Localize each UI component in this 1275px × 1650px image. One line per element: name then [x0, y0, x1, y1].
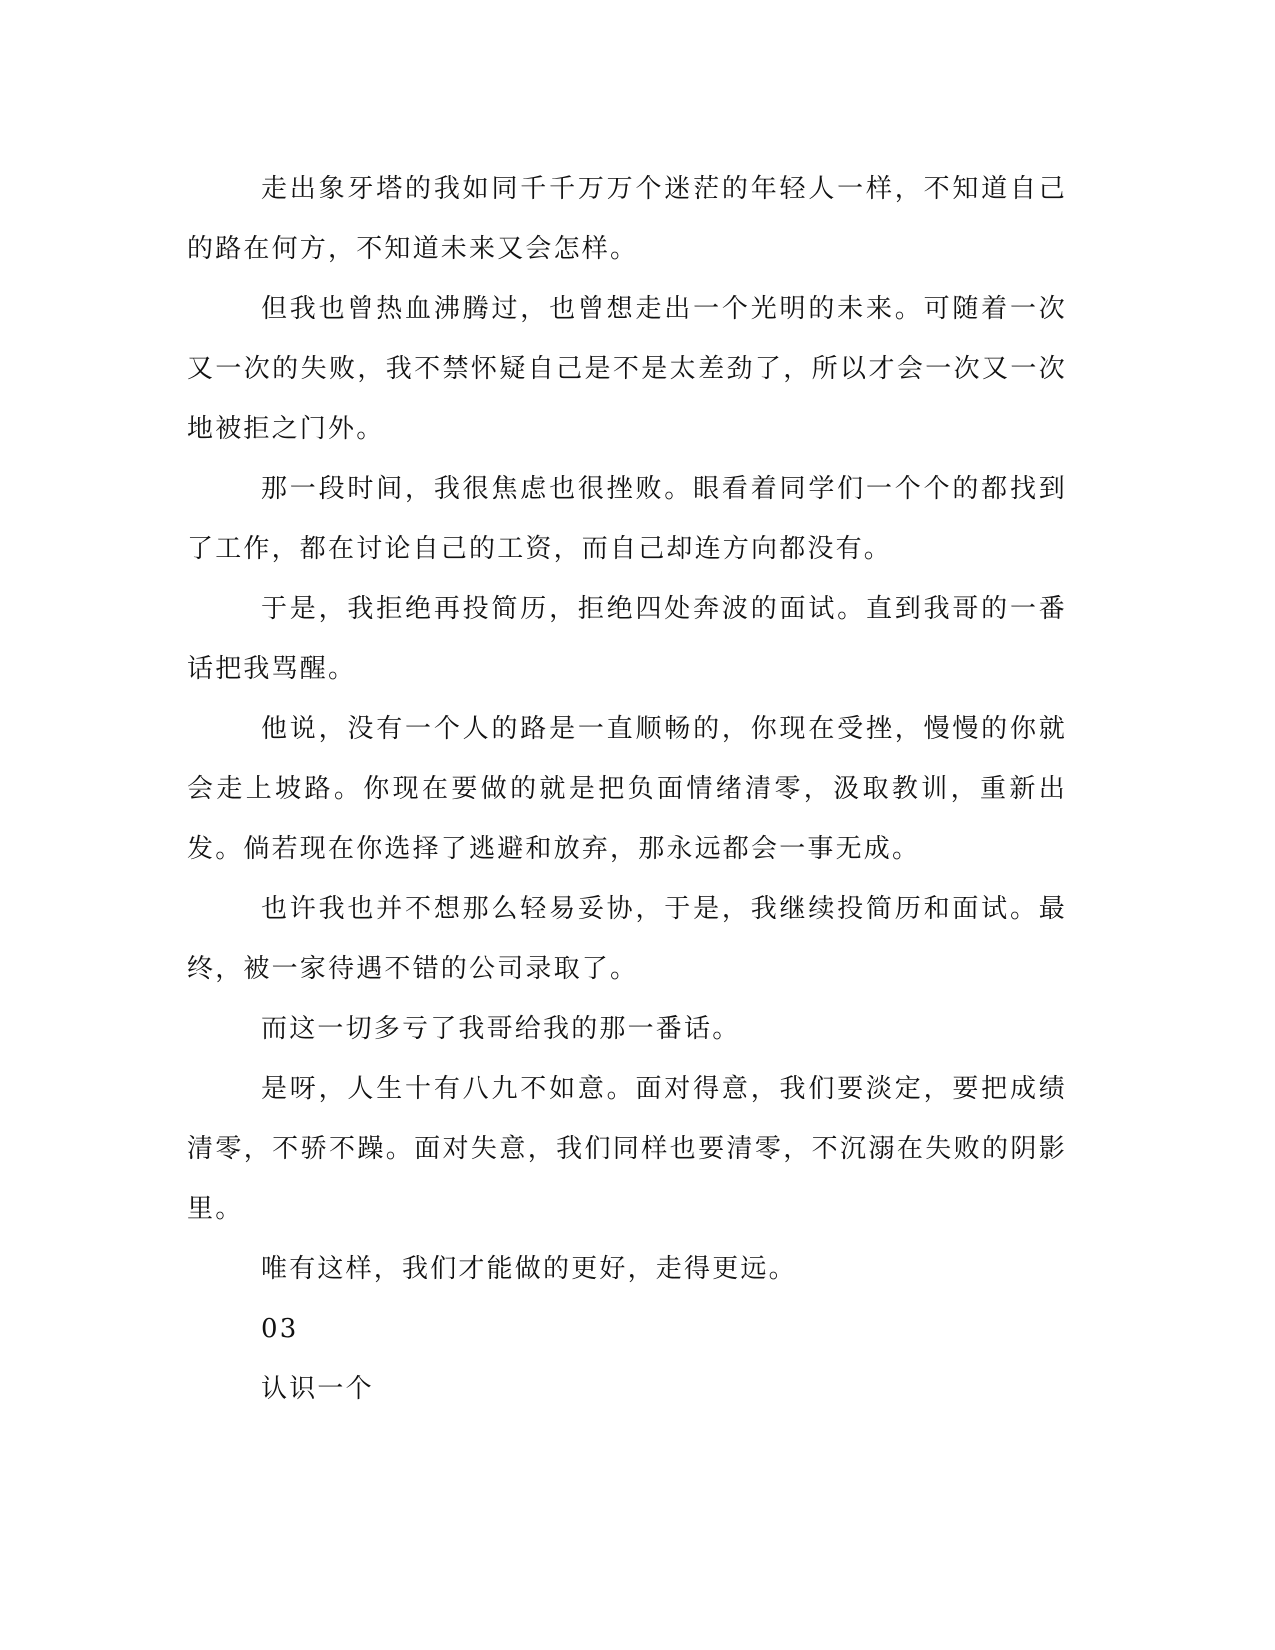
paragraph: 是呀，人生十有八九不如意。面对得意，我们要淡定，要把成绩清零，不骄不躁。面对失意，我们同样也要清零，不沉溺在失败的阴影里。 — [187, 1074, 1067, 1224]
paragraph: 他说，没有一个人的路是一直顺畅的，你现在受挫，慢慢的你就会走上坡路。你现在要做的就是把负面情绪清零，汲取教训，重新出发。倘若现在你选择了逃避和放弃，那永远都会一事无成。 — [187, 714, 1067, 864]
paragraph: 但我也曾热血沸腾过，也曾想走出一个光明的未来。可随着一次又一次的失败，我不禁怀疑自己是不是太差劲了，所以才会一次又一次地被拒之门外。 — [187, 294, 1067, 444]
paragraph: 也许我也并不想那么轻易妥协，于是，我继续投简历和面试。最终，被一家待遇不错的公司录取了。 — [187, 894, 1067, 984]
paragraph: 而这一切多亏了我哥给我的那一番话。 — [261, 1014, 741, 1044]
paragraph: 那一段时间，我很焦虑也很挫败。眼看着同学们一个个的都找到了工作，都在讨论自己的工资，而自己却连方向都没有。 — [187, 474, 1067, 564]
section-number: 03 — [261, 1314, 299, 1344]
document-body — [187, 159, 1067, 1419]
paragraph: 唯有这样，我们才能做的更好，走得更远。 — [261, 1254, 797, 1284]
paragraph: 于是，我拒绝再投简历，拒绝四处奔波的面试。直到我哥的一番话把我骂醒。 — [187, 594, 1067, 684]
paragraph: 走出象牙塔的我如同千千万万个迷茫的年轻人一样，不知道自己的路在何方，不知道未来又会怎样。 — [187, 174, 1067, 264]
paragraph: 认识一个 — [261, 1374, 374, 1404]
